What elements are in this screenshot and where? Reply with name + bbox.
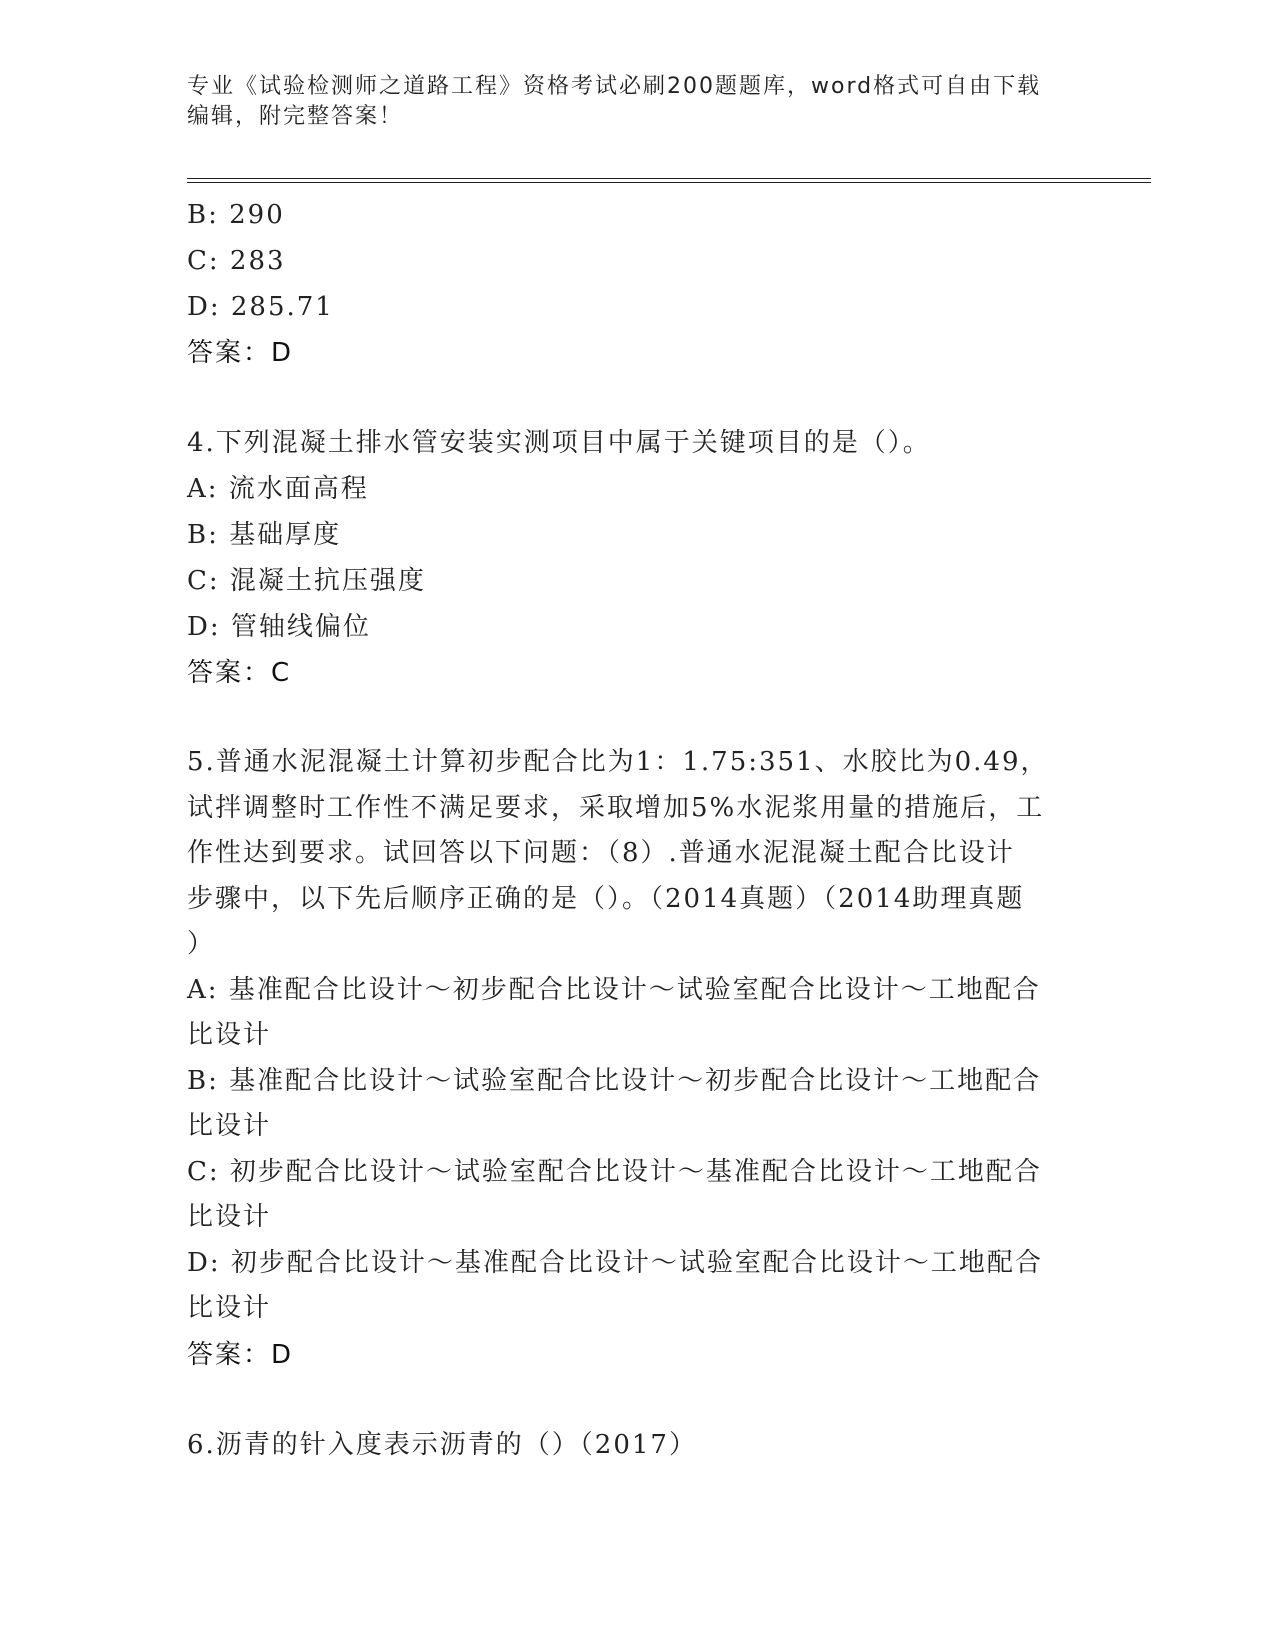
option-b-continuation: 比设计 (187, 1111, 272, 1141)
question-text-line: 步骤中，以下先后顺序正确的是（）。（2014真题）（2014助理真题 (187, 883, 1025, 914)
question-text-line: ） (187, 929, 216, 959)
option-d: D: 管轴线偏位 (187, 612, 371, 642)
option-c: C: 初步配合比设计～试验室配合比设计～基准配合比设计～工地配合 (187, 1156, 1042, 1187)
option-a: A: 流水面高程 (187, 474, 369, 504)
spacer (187, 376, 1087, 420)
option-b: B: 290 (187, 200, 285, 230)
question-text: 4.下列混凝土排水管安装实测项目中属于关键项目的是（）。 (187, 428, 931, 458)
page-header (187, 72, 1087, 132)
option-d-continuation: 比设计 (187, 1293, 272, 1323)
option-b: B: 基础厚度 (187, 520, 342, 550)
answer-label: 答案：D (187, 1339, 294, 1370)
option-b: B: 基准配合比设计～试验室配合比设计～初步配合比设计～工地配合 (187, 1065, 1042, 1096)
question-4 (187, 420, 1087, 696)
option-c-continuation: 比设计 (187, 1202, 272, 1232)
question-6 (187, 1422, 1087, 1468)
header-line-2: 编辑，附完整答案！ (187, 104, 404, 129)
question-text-line: 作性达到要求。试回答以下问题：（8）.普通水泥混凝土配合比设计 (187, 838, 1015, 868)
option-a-continuation: 比设计 (187, 1020, 272, 1050)
option-d: D: 初步配合比设计～基准配合比设计～试验室配合比设计～工地配合 (187, 1247, 1043, 1278)
question-text: 6.沥青的针入度表示沥青的（）（2017） (187, 1429, 697, 1460)
option-a: A: 基准配合比设计～初步配合比设计～试验室配合比设计～工地配合 (187, 974, 1041, 1005)
answer-label: 答案：C (187, 658, 292, 688)
question-text-line: 5.普通水泥混凝土计算初步配合比为1：1.75:351、水胶比为0.49， (187, 747, 1049, 777)
header-divider-top (187, 178, 1151, 179)
option-d: D: 285.71 (187, 292, 334, 322)
question-list (187, 192, 1087, 1468)
option-c: C: 283 (187, 246, 286, 276)
spacer (187, 696, 1087, 740)
header-divider-bottom (187, 182, 1151, 183)
spacer (187, 1378, 1087, 1422)
question-text-line: 试拌调整时工作性不满足要求，采取增加5%水泥浆用量的措施后，工 (187, 792, 1045, 823)
header-line-1: 专业《试验检测师之道路工程》资格考试必刷200题题库，word格式可自由下载 (187, 74, 1042, 99)
question-5 (187, 740, 1087, 1378)
option-c: C: 混凝土抗压强度 (187, 566, 426, 596)
question-3-tail (187, 192, 1087, 376)
answer-label: 答案：D (187, 338, 294, 368)
